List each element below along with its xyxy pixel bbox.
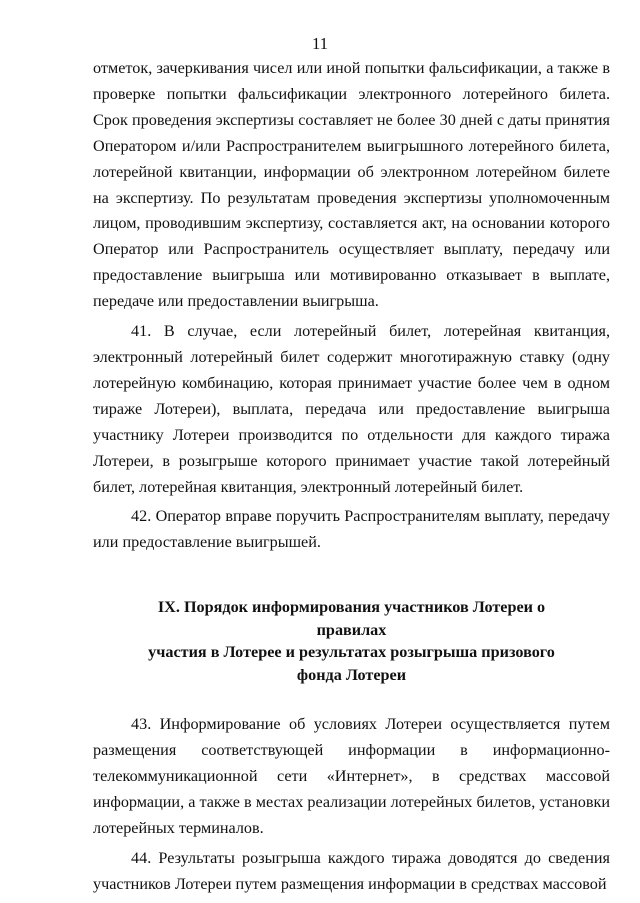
paragraph-44: 44. Результаты розыгрыша каждого тиража доводятся до сведения участников Лотереи путем размещения информации в средствах массовой xyxy=(93,848,610,893)
paragraph-42: 42. Оператор вправе поручить Распространителям выплату, передачу или предоставление выигрышей. xyxy=(93,507,610,552)
paragraph-43: 43. Информирование об условиях Лотереи осуществляется путем размещения соответствующей информации в информационно-телекоммуникационной сети «Интернет», в средствах массовой информации, а также в местах реализации лотерейных билетов, установки лотерейных терминалов. xyxy=(93,715,610,837)
document-body xyxy=(93,56,610,898)
paragraph-41: 41. В случае, если лотерейный билет, лотерейная квитанция, электронный лотерейный билет содержит многотиражную ставку (одну лотерейную комбинацию, которая принимает участие более чем в одном тираже Лотереи), выплата, передача или предоставление выигрыша участнику Лотереи производится по отдельности для каждого тиража Лотереи, в розыгрыше которого принимает участие такой лотерейный билет, лотерейная квитанция, электронный лотерейный билет. xyxy=(93,322,610,496)
section-heading-ix xyxy=(93,596,610,686)
section-heading-line-2: участия в Лотерее и результатах розыгрыша призового xyxy=(148,643,555,662)
page-number: 11 xyxy=(311,34,329,53)
paragraph-continuation: отметок, зачеркивания чисел или иной попытки фальсификации, а также в проверке попытки фальсификации электронного лотерейного билета. Срок проведения экспертизы составляет не более 30 дней с даты принятия Оператором и/или Распространителем выигрышного лотерейного билета, лотерейной квитанции, информации об электронном лотерейном билете на экспертизу. По результатам проведения экспертизы уполномоченным лицом, проводившим экспертизу, составляется акт, на основании которого Оператор или Распространитель осуществляет выплату, передачу или предоставление выигрыша или мотивированно отказывает в выплате, передаче или предоставлении выигрыша. xyxy=(93,59,610,311)
section-heading-line-3: фонда Лотереи xyxy=(296,665,407,684)
section-heading-line-1: IX. Порядок информирования участников Лотереи о правилах xyxy=(157,598,546,639)
